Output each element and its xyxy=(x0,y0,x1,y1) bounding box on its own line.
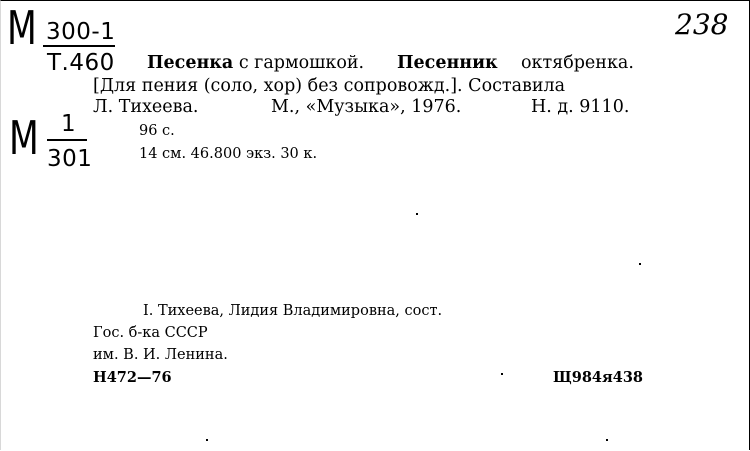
entry-genre xyxy=(397,55,498,73)
scan-speck xyxy=(206,439,208,441)
entry-line-2: [Для пения (соло, хор) без сопровожд.]. Составила xyxy=(93,76,566,96)
handwritten-shelf-number: 300-1 xyxy=(46,19,116,45)
handwritten-author-mark: Т.460 xyxy=(47,50,115,76)
library-name-1: Гос. б-ка СССР xyxy=(93,325,208,341)
entry-line-3b: М., «Музыка», 1976. xyxy=(271,97,462,117)
handwritten-fraction-denominator: 301 xyxy=(47,146,93,172)
handwritten-m-top: М xyxy=(7,1,37,55)
card-code-right: Щ984я438 xyxy=(553,369,643,386)
scan-speck xyxy=(639,263,641,265)
scan-speck xyxy=(501,373,503,375)
shelf-underline xyxy=(43,45,115,47)
entry-genre-bold: Песенник xyxy=(397,53,498,73)
scan-speck xyxy=(606,439,608,441)
handwritten-card-number: 238 xyxy=(675,8,729,41)
handwritten-m-bottom: М xyxy=(9,111,39,165)
library-name-2: им. В. И. Ленина. xyxy=(93,347,228,363)
fraction-bar xyxy=(47,139,87,141)
entry-title-bold: Песенка xyxy=(147,53,234,73)
handwritten-fraction-numerator: 1 xyxy=(61,111,77,137)
scan-speck xyxy=(416,213,418,215)
entry-line-3c: Н. д. 9110. xyxy=(531,97,630,117)
card-code-left: Н472—76 xyxy=(93,369,172,386)
entry-line-1 xyxy=(147,55,364,73)
entry-title-rest: с гармошкой. xyxy=(233,53,365,73)
tracing-heading: I. Тихеева, Лидия Владимировна, сост. xyxy=(143,303,443,319)
entry-genre-rest: октябренка. xyxy=(521,53,634,73)
entry-pages: 96 с. xyxy=(139,123,175,139)
entry-print-info: 14 см. 46.800 экз. 30 к. xyxy=(139,146,318,162)
entry-line-3a: Л. Тихеева. xyxy=(93,97,199,117)
